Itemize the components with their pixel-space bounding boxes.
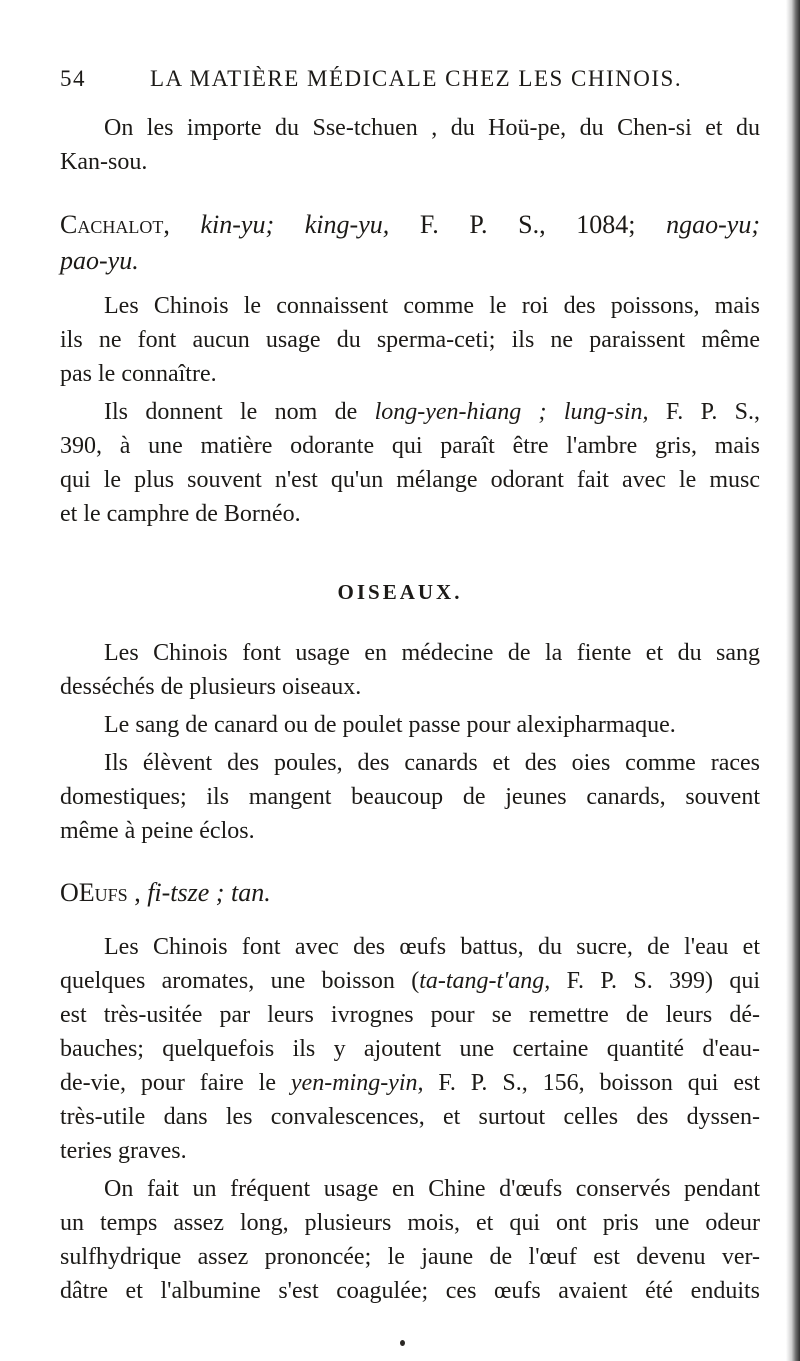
paragraph-line: On les importe du Sse-tchuen , du Hoü-pe, du Chen-si et du: [104, 115, 760, 141]
paragraph-line: domestiques; ils mangent beaucoup de jeunes canards, souvent: [60, 784, 760, 810]
paragraph-line: [60, 966, 760, 996]
chinese-terms: pao-yu.: [60, 246, 139, 275]
paragraph-line: ils ne font aucun usage du sperma-ceti; ils ne paraissent même: [60, 327, 760, 353]
text-run: de-vie, pour faire le: [60, 1070, 291, 1096]
paragraph-line: Les Chinois font usage en médecine de la fiente et du sang: [104, 640, 760, 666]
entry-heading-cachalot: [60, 210, 760, 240]
reference: F. P. S., 1084;: [389, 210, 667, 239]
paragraph-line: Les Chinois font avec des œufs battus, du sucre, de l'eau et: [104, 934, 760, 960]
paragraph-line: qui le plus souvent n'est qu'un mélange odorant fait avec le musc: [60, 467, 760, 493]
entry-heading-oeufs: [60, 878, 760, 908]
text-run: quelques aromates, une boisson (: [60, 968, 420, 994]
paragraph-line: dâtre et l'albumine s'est coagulée; ces œufs avaient été enduits: [60, 1278, 760, 1304]
paragraph-line: [60, 1068, 760, 1098]
text-run: F. P. S.,: [648, 399, 760, 425]
paragraph-line: très-utile dans les convalescences, et surtout celles des dyssen-: [60, 1104, 760, 1130]
page-edge-shadow: [786, 0, 800, 1361]
chinese-terms: ngao-yu;: [666, 210, 760, 239]
ink-speck: [400, 1340, 405, 1346]
entry-heading-line: [60, 246, 760, 276]
text-run: F. P. S., 156, boisson qui est: [423, 1070, 761, 1096]
paragraph-line: [104, 397, 760, 427]
entry-name: Cachalot: [60, 210, 164, 239]
entry-name-rest: ufs: [94, 878, 128, 907]
chinese-terms: long-yen-hiang ; lung-sin,: [374, 399, 649, 425]
paragraph-line: Kan-sou.: [60, 149, 148, 175]
paragraph-line: pas le connaître.: [60, 361, 217, 387]
paragraph-line: même à peine éclos.: [60, 818, 255, 844]
paragraph-line: Ils élèvent des poules, des canards et des oies comme races: [104, 750, 760, 776]
entry-separator: ,: [163, 210, 201, 239]
entry-name-initial: OE: [60, 878, 95, 907]
page-number: 54: [60, 66, 86, 91]
paragraph-line: desséchés de plusieurs oiseaux.: [60, 674, 362, 700]
entry-separator: ,: [127, 878, 148, 907]
section-title-text: OISEAUX.: [337, 580, 463, 604]
chinese-terms: kin-yu; king-yu,: [200, 210, 390, 239]
paragraph-line: un temps assez long, plusieurs mois, et qui ont pris une odeur: [60, 1210, 760, 1236]
running-header: [60, 66, 740, 96]
chinese-terms: fi-tsze ; tan.: [147, 878, 271, 907]
paragraph-line: 390, à une matière odorante qui paraît être l'ambre gris, mais: [60, 433, 760, 459]
text-run: F. P. S. 399) qui: [550, 968, 760, 994]
paragraph-line: bauches; quelquefois ils y ajoutent une certaine quantité d'eau-: [60, 1036, 760, 1062]
paragraph-line: et le camphre de Bornéo.: [60, 501, 301, 527]
paragraph-line: teries graves.: [60, 1138, 187, 1164]
paragraph-line: On fait un fréquent usage en Chine d'œufs conservés pendant: [104, 1176, 760, 1202]
paragraph-line: Les Chinois le connaissent comme le roi des poissons, mais: [104, 293, 760, 319]
running-title: LA MATIÈRE MÉDICALE CHEZ LES CHINOIS.: [150, 66, 683, 91]
section-title-oiseaux: [0, 580, 800, 605]
chinese-terms: yen-ming-yin,: [290, 1070, 424, 1096]
chinese-terms: ta-tang-t'ang,: [419, 968, 551, 994]
paragraph-line: est très-usitée par leurs ivrognes pour se remettre de leurs dé-: [60, 1002, 760, 1028]
entry-name: [60, 878, 128, 907]
paragraph-line: sulfhydrique assez prononcée; le jaune de l'œuf est devenu ver-: [60, 1244, 760, 1270]
paragraph-line: Le sang de canard ou de poulet passe pour alexipharmaque.: [104, 712, 676, 738]
text-run: Ils donnent le nom de: [104, 399, 375, 425]
